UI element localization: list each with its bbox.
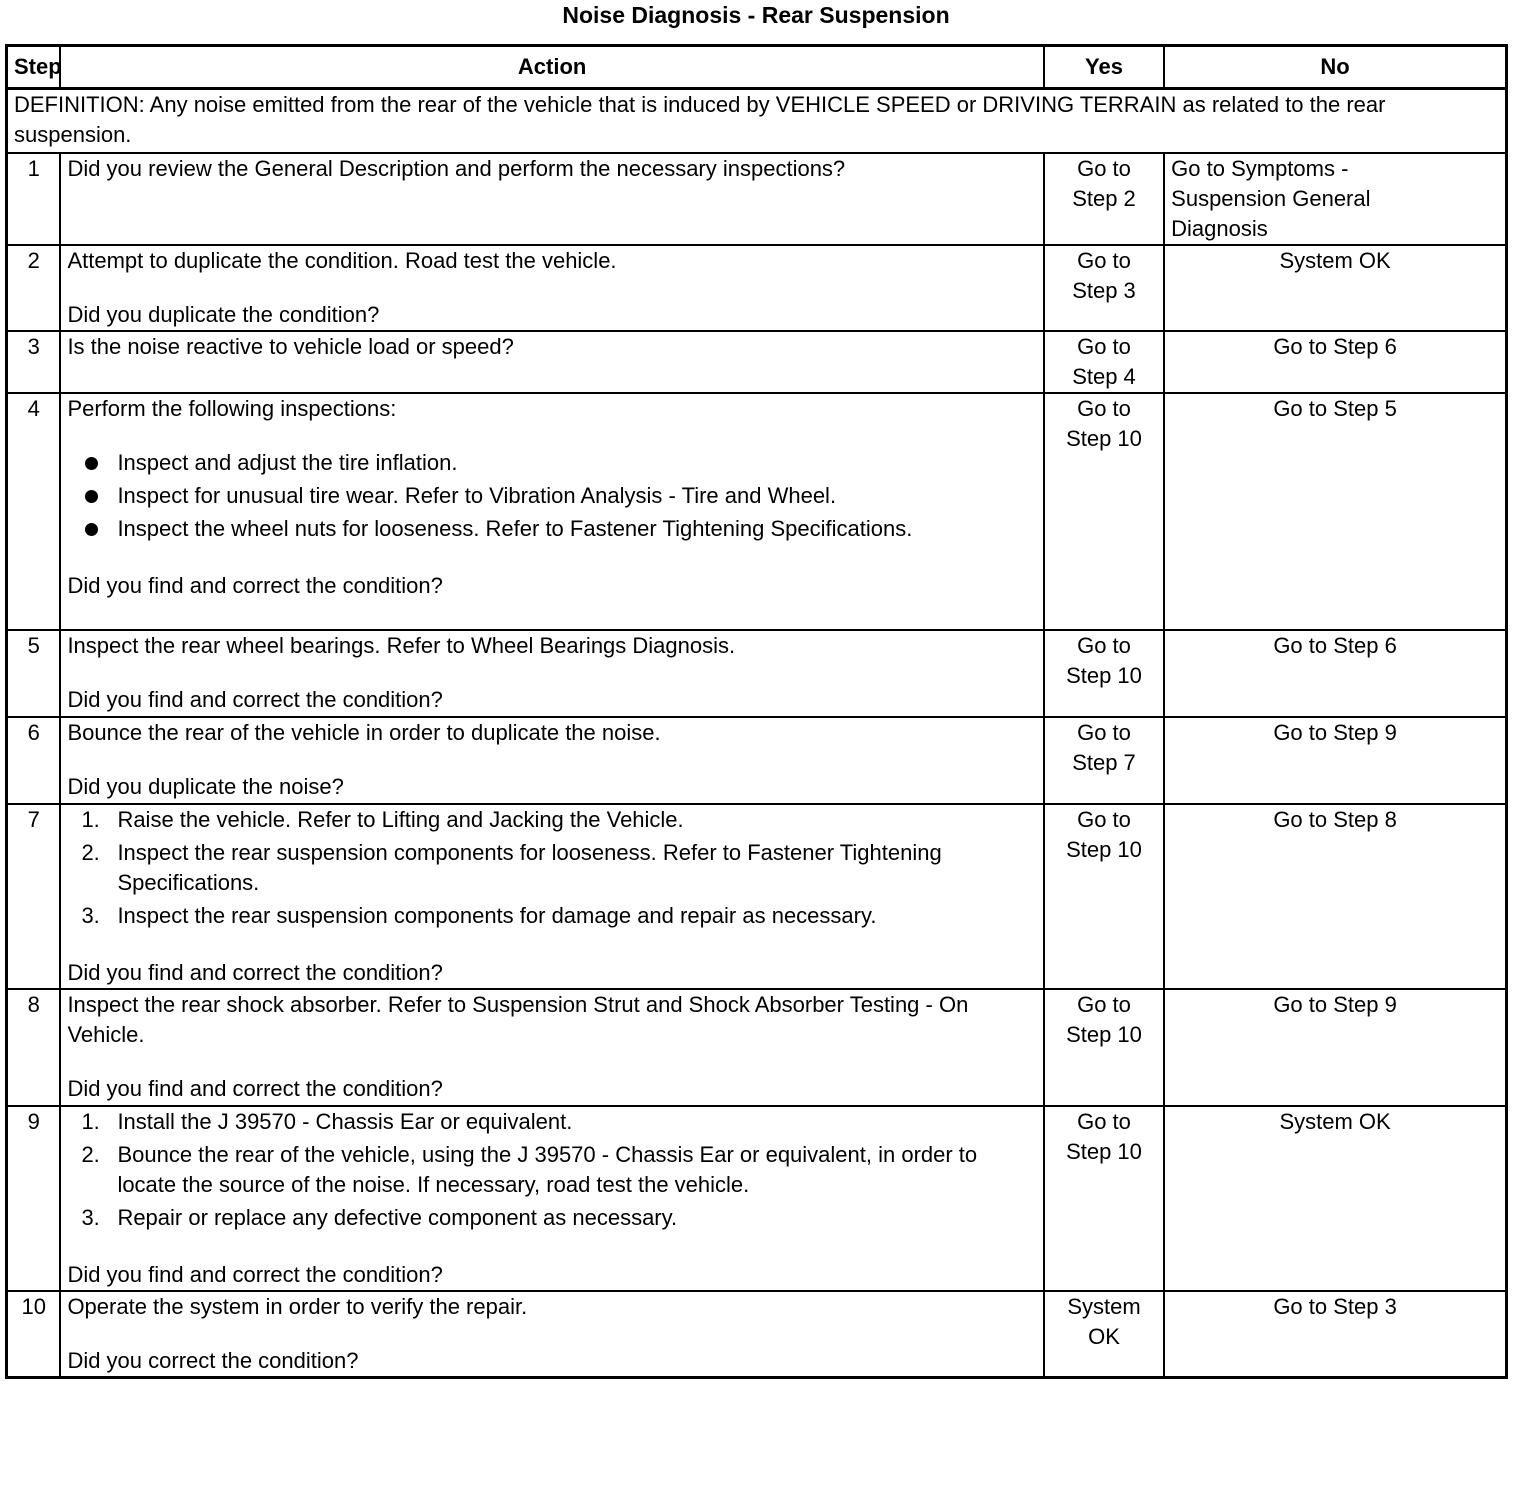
action-text: Did you review the General Description and perform the necessary inspections? [67, 156, 846, 181]
step-row [7, 245, 1507, 331]
yes-text: Go to [1077, 633, 1131, 658]
header-no: No [1164, 46, 1506, 89]
item-text: Bounce the rear of the vehicle, using the J 39570 - Chassis Ear or equivalent, in order to locate the source of the noise. If necessary, road test the vehicle. [117, 1142, 978, 1197]
yes-cell [1044, 989, 1164, 1106]
step-number: 3 [7, 331, 61, 393]
step-row [7, 1291, 1507, 1378]
spacer [67, 1236, 1036, 1260]
item-number: 2. [81, 1142, 100, 1167]
action-cell [60, 153, 1043, 245]
step-row [7, 630, 1507, 717]
no-cell [1164, 153, 1506, 245]
step-number: 2 [7, 245, 61, 331]
yes-text: Step 10 [1066, 663, 1142, 688]
step-number: 9 [7, 1106, 61, 1291]
yes-text: Step 10 [1066, 1139, 1142, 1164]
no-cell [1164, 717, 1506, 804]
numbered-item [67, 1140, 1036, 1200]
item-number: 3. [81, 1205, 100, 1230]
yes-text: Go to [1077, 396, 1131, 421]
question-text: Did you correct the condition? [67, 1348, 359, 1373]
no-text: Go to Step 9 [1273, 720, 1397, 745]
bullet-list [67, 448, 1036, 544]
numbered-item [67, 805, 1036, 835]
yes-text: Go to [1077, 720, 1131, 745]
item-text: Install the J 39570 - Chassis Ear or equivalent. [117, 1109, 573, 1134]
bullet-item: Inspect for unusual tire wear. Refer to Vibration Analysis - Tire and Wheel. [67, 481, 1036, 511]
diagnosis-table [5, 44, 1508, 1379]
no-text: System OK [1279, 1109, 1391, 1134]
action-cell [60, 1291, 1043, 1378]
spacer [67, 661, 1036, 685]
no-text: Go to Step 5 [1273, 396, 1397, 421]
step-row [7, 331, 1507, 393]
header-yes: Yes [1044, 46, 1164, 89]
yes-text: Go to [1077, 992, 1131, 1017]
step-row [7, 989, 1507, 1106]
yes-cell [1044, 393, 1164, 630]
numbered-item [67, 901, 1036, 931]
question-text: Did you find and correct the condition? [67, 1076, 443, 1101]
action-text: Is the noise reactive to vehicle load or speed? [67, 334, 514, 359]
action-text: Perform the following inspections: [67, 396, 397, 421]
yes-text: Step 3 [1072, 278, 1136, 303]
yes-text: Step 10 [1066, 426, 1142, 451]
definition-text: DEFINITION: Any noise emitted from the rear of the vehicle that is induced by VEHICLE SPEED or DRIVING TERRAIN as related to the rear suspension. [7, 89, 1507, 154]
yes-text: Step 2 [1072, 186, 1136, 211]
yes-text: OK [1088, 1324, 1120, 1349]
no-cell [1164, 331, 1506, 393]
step-row [7, 804, 1507, 989]
page-title: Noise Diagnosis - Rear Suspension [562, 2, 950, 28]
step-row [7, 393, 1507, 630]
action-cell [60, 1106, 1043, 1291]
no-cell [1164, 1291, 1506, 1378]
bullet-item: Inspect the wheel nuts for looseness. Refer to Fastener Tightening Specifications. [67, 514, 1036, 544]
no-text: Go to Step 9 [1273, 992, 1397, 1017]
question-text: Did you find and correct the condition? [67, 1262, 443, 1287]
item-number: 2. [81, 840, 100, 865]
spacer [67, 748, 1036, 772]
item-text: Inspect the rear suspension components for looseness. Refer to Fastener Tightening Specifications. [117, 840, 942, 895]
numbered-list [67, 1107, 1036, 1233]
step-number: 6 [7, 717, 61, 804]
step-row [7, 717, 1507, 804]
item-number: 3. [81, 903, 100, 928]
question-text: Did you find and correct the condition? [67, 573, 443, 598]
yes-text: Go to [1077, 334, 1131, 359]
yes-text: Step 10 [1066, 1022, 1142, 1047]
step-row [7, 153, 1507, 245]
item-text: Repair or replace any defective component as necessary. [117, 1205, 678, 1230]
yes-text: Go to [1077, 156, 1131, 181]
yes-text: System [1067, 1294, 1141, 1319]
yes-cell [1044, 804, 1164, 989]
action-text: Attempt to duplicate the condition. Road test the vehicle. [67, 248, 617, 273]
action-cell [60, 393, 1043, 630]
step-number: 7 [7, 804, 61, 989]
yes-cell [1044, 1291, 1164, 1378]
action-cell [60, 331, 1043, 393]
yes-cell [1044, 245, 1164, 331]
no-cell [1164, 804, 1506, 989]
action-cell [60, 804, 1043, 989]
action-text: Bounce the rear of the vehicle in order to duplicate the noise. [67, 720, 661, 745]
item-text: Raise the vehicle. Refer to Lifting and Jacking the Vehicle. [117, 807, 684, 832]
no-cell [1164, 245, 1506, 331]
numbered-item [67, 1203, 1036, 1233]
no-text: Go to Symptoms - [1171, 156, 1349, 181]
no-text: Go to Step 6 [1273, 633, 1397, 658]
question-text: Did you find and correct the condition? [67, 687, 443, 712]
step-number: 8 [7, 989, 61, 1106]
no-text: Diagnosis [1171, 216, 1268, 241]
yes-cell [1044, 153, 1164, 245]
yes-text: Go to [1077, 807, 1131, 832]
spacer [67, 1050, 1036, 1074]
no-text: Go to Step 8 [1273, 807, 1397, 832]
no-text: Go to Step 6 [1273, 334, 1397, 359]
numbered-list [67, 805, 1036, 931]
spacer [67, 276, 1036, 300]
numbered-item [67, 1107, 1036, 1137]
yes-cell [1044, 331, 1164, 393]
yes-text: Step 7 [1072, 750, 1136, 775]
yes-text: Step 4 [1072, 364, 1136, 389]
action-text: Inspect the rear shock absorber. Refer to Suspension Strut and Shock Absorber Testing - On Vehicle. [67, 992, 969, 1047]
no-cell [1164, 989, 1506, 1106]
spacer [67, 547, 1036, 571]
question-text: Did you duplicate the condition? [67, 302, 380, 327]
question-text: Did you find and correct the condition? [67, 960, 443, 985]
step-number: 10 [7, 1291, 61, 1378]
header-action: Action [60, 46, 1043, 89]
header-row [7, 46, 1507, 89]
yes-cell [1044, 630, 1164, 717]
yes-text: Go to [1077, 1109, 1131, 1134]
item-number: 1. [81, 807, 100, 832]
header-step: Step [7, 46, 61, 89]
action-cell [60, 717, 1043, 804]
action-cell [60, 989, 1043, 1106]
question-text: Did you duplicate the noise? [67, 774, 344, 799]
yes-text: Step 10 [1066, 837, 1142, 862]
action-text: Operate the system in order to verify the repair. [67, 1294, 528, 1319]
action-cell [60, 630, 1043, 717]
no-cell [1164, 393, 1506, 630]
spacer [67, 934, 1036, 958]
no-cell [1164, 630, 1506, 717]
step-number: 4 [7, 393, 61, 630]
yes-cell [1044, 1106, 1164, 1291]
bullet-item: Inspect and adjust the tire inflation. [67, 448, 1036, 478]
no-text: Go to Step 3 [1273, 1294, 1397, 1319]
spacer [67, 1322, 1036, 1346]
item-number: 1. [81, 1109, 100, 1134]
definition-row [7, 89, 1507, 154]
action-cell [60, 245, 1043, 331]
action-text: Inspect the rear wheel bearings. Refer to Wheel Bearings Diagnosis. [67, 633, 736, 658]
no-text: System OK [1279, 248, 1391, 273]
numbered-item [67, 838, 1036, 898]
yes-text: Go to [1077, 248, 1131, 273]
step-number: 1 [7, 153, 61, 245]
yes-cell [1044, 717, 1164, 804]
step-number: 5 [7, 630, 61, 717]
no-text: Suspension General [1171, 186, 1371, 211]
item-text: Inspect the rear suspension components for damage and repair as necessary. [117, 903, 877, 928]
step-row [7, 1106, 1507, 1291]
no-cell [1164, 1106, 1506, 1291]
spacer [67, 424, 1036, 448]
